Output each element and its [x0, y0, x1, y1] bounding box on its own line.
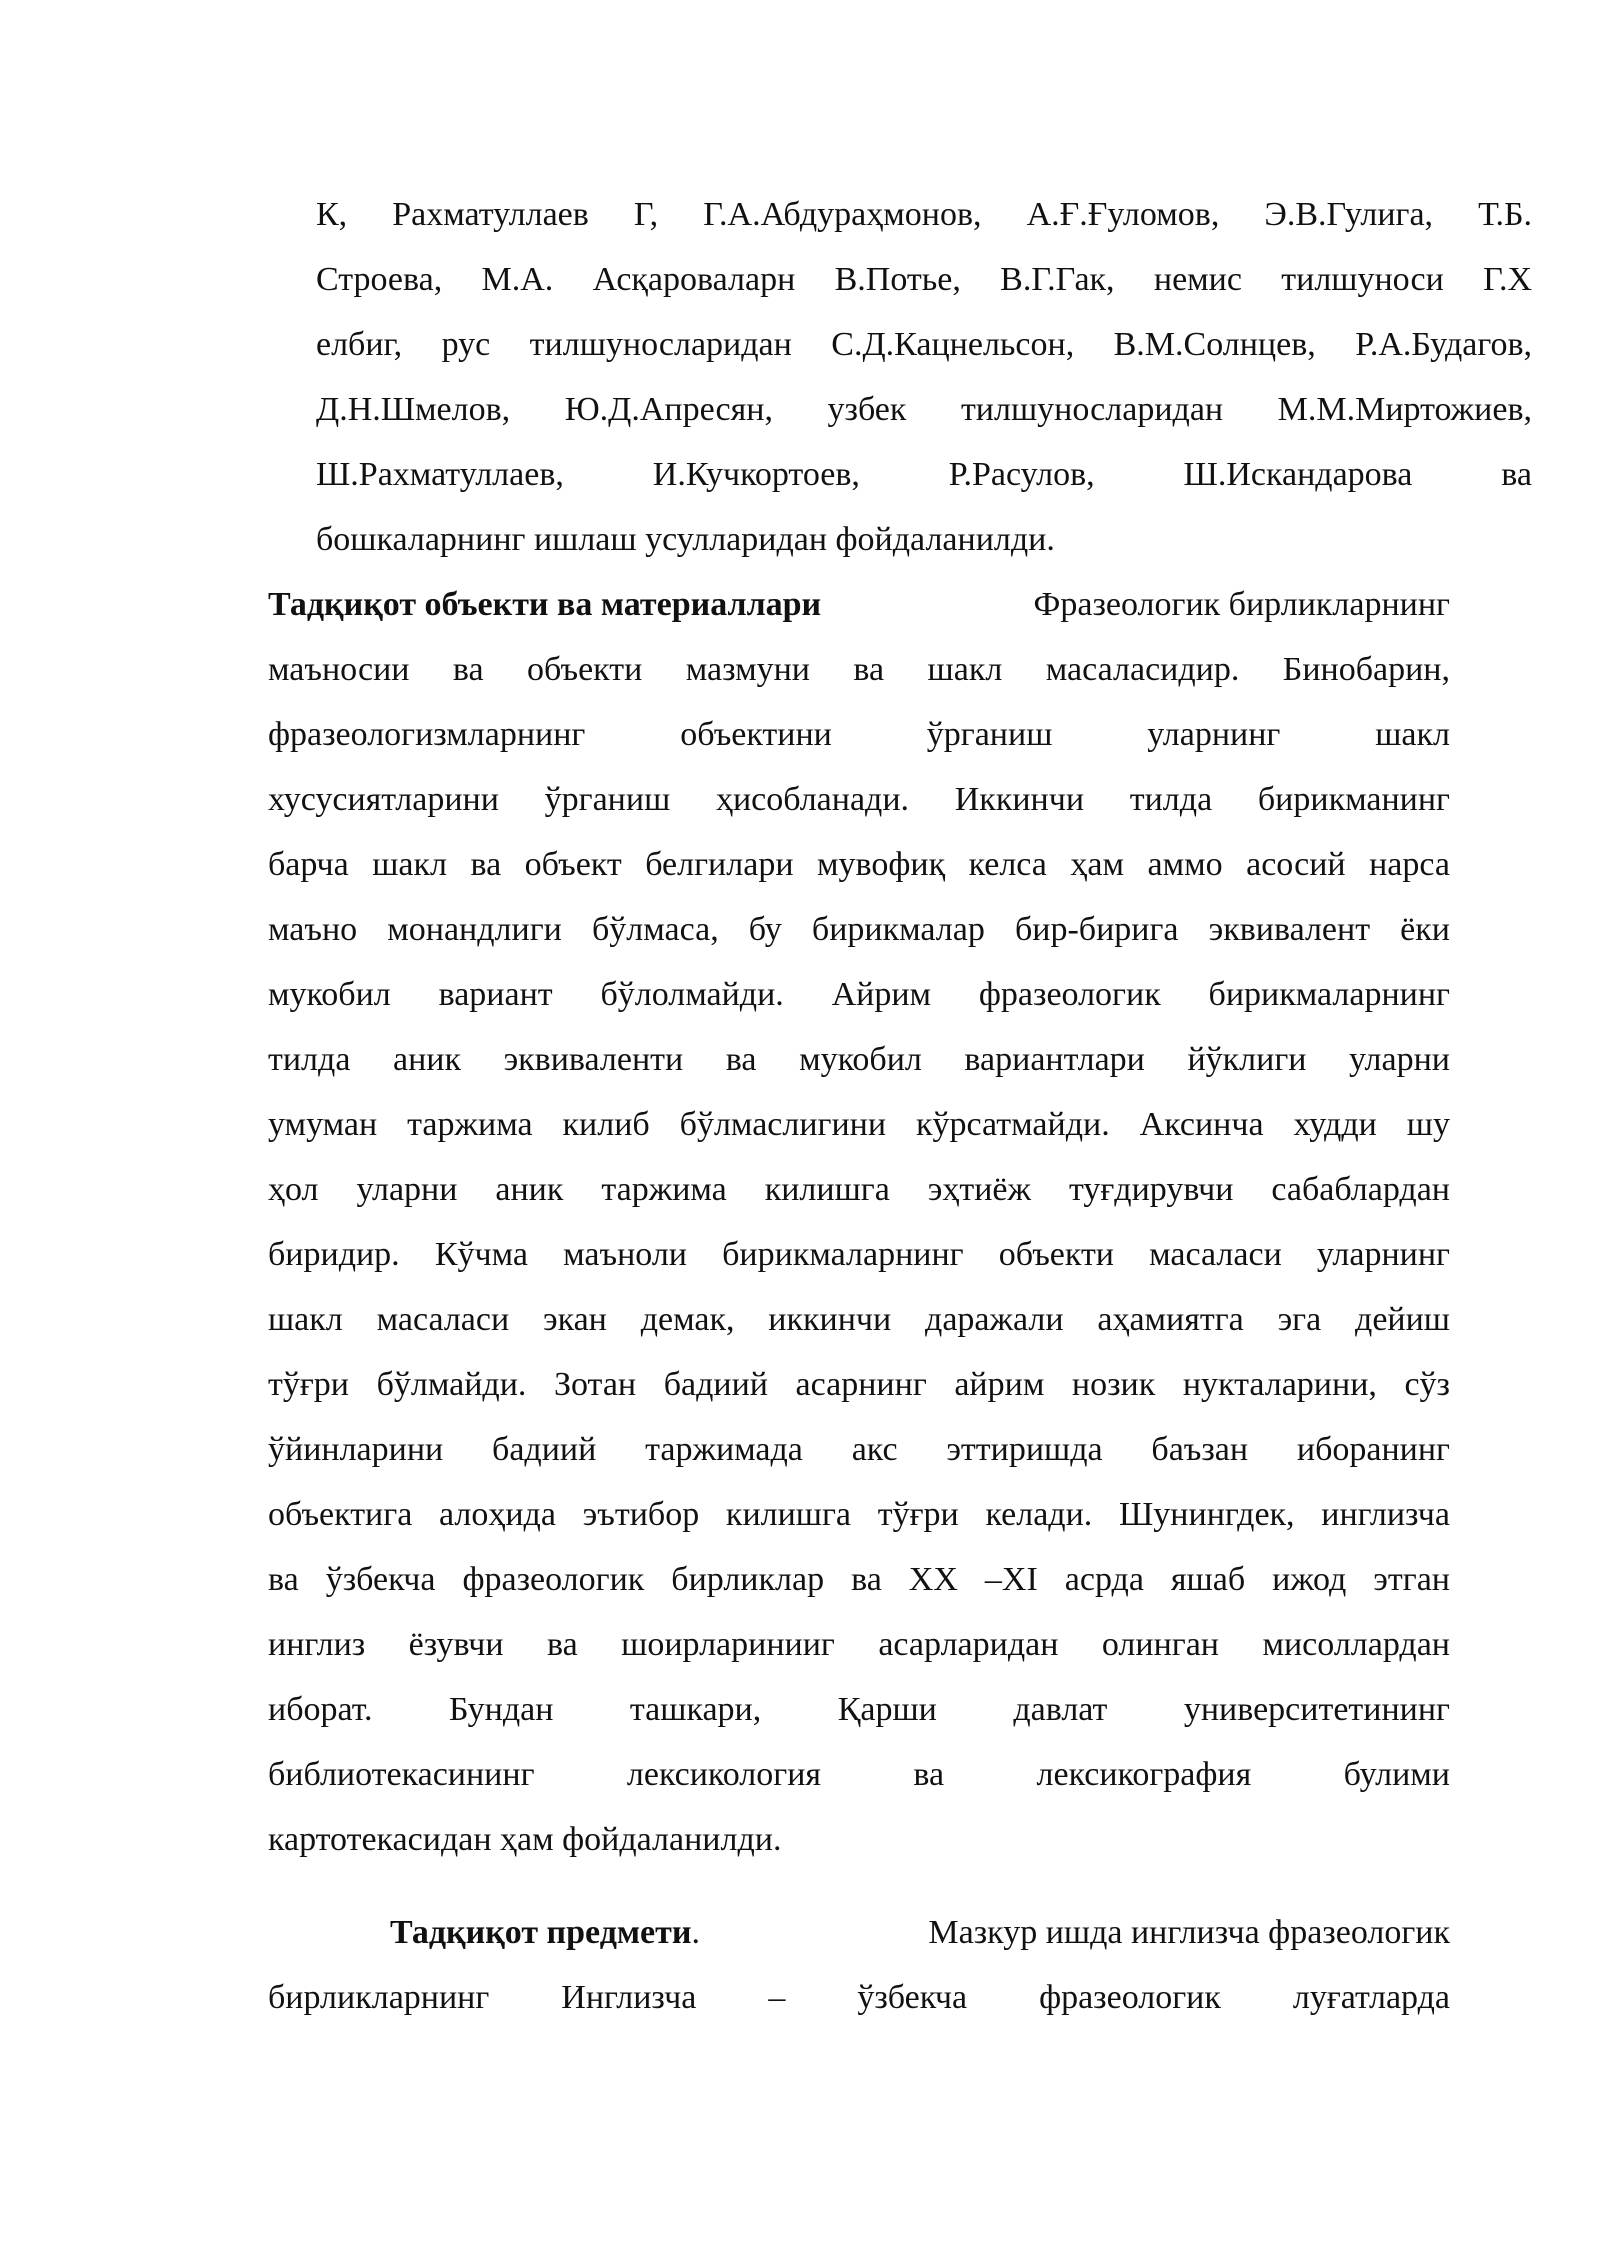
paragraph-line: объектига алоҳида эътибор килишга тўғри келади. Шунингдек, инглизча — [268, 1496, 1450, 1533]
heading-line-text: Фразеологик бирликларнинг — [1033, 586, 1450, 623]
paragraph-line: бирликларнинг Инглизча – ўзбекча фразеологик луғатларда — [268, 1979, 1450, 2016]
paragraph-line: Строева, М.А. Асқароваларн В.Потье, В.Г.Гак, немис тилшуноси Г.Х — [316, 261, 1532, 298]
section-first-line — [390, 1900, 1450, 1966]
section-first-line — [268, 572, 1450, 638]
paragraph-line: маъносии ва объекти мазмуни ва шакл масаласидир. Бинобарин, — [268, 651, 1450, 688]
paragraph-line: фразеологизмларнинг объектини ўрганиш уларнинг шакл — [268, 716, 1450, 753]
paragraph-line: мукобил вариант бўлолмайди. Айрим фразеологик бирикмаларнинг — [268, 976, 1450, 1013]
paragraph-line: ҳол уларни аник таржима килишга эҳтиёж туғдирувчи сабаблардан — [268, 1171, 1450, 1208]
paragraph-line: шакл масаласи экан демак, иккинчи даражали аҳамиятга эга дейиш — [268, 1301, 1450, 1338]
paragraph-line: К, Рахматуллаев Г, Г.А.Абдураҳмонов, А.Ғ.Ғуломов, Э.В.Гулига, Т.Б. — [316, 196, 1532, 233]
paragraph-line: Д.Н.Шмелов, Ю.Д.Апресян, узбек тилшуносларидан М.М.Миртожиев, — [316, 391, 1532, 428]
heading-line-text: Мазкур ишда инглизча фразеологик — [928, 1914, 1450, 1951]
paragraph-line: ўйинларини бадиий таржимада акс эттиришда баъзан иборанинг — [268, 1431, 1450, 1468]
paragraph-line: библиотекасининг лексикология ва лексикография булими — [268, 1756, 1450, 1793]
section-heading: Тадқиқот предмети — [390, 1914, 692, 1951]
paragraph-line: биридир. Кўчма маъноли бирикмаларнинг объекти масаласи уларнинг — [268, 1236, 1450, 1273]
paragraph-line: иборат. Бундан ташкари, Қарши давлат университетининг — [268, 1691, 1450, 1728]
paragraph-line: барча шакл ва объект белгилари мувофиқ келса ҳам аммо асосий нарса — [268, 846, 1450, 883]
section-heading: Тадқиқот объекти ва материаллари — [268, 586, 822, 623]
paragraph-line: умуман таржима килиб бўлмаслигини кўрсатмайди. Аксинча худди шу — [268, 1106, 1450, 1143]
paragraph-line: бошкаларнинг ишлаш усулларидан фойдаланилди. — [316, 521, 1055, 558]
paragraph-line: тўғри бўлмайди. Зотан бадиий асарнинг айрим нозик нукталарини, сўз — [268, 1366, 1450, 1403]
paragraph-line: ва ўзбекча фразеологик бирликлар ва XX –XI асрда яшаб ижод этган — [268, 1561, 1450, 1598]
paragraph-line: маъно монандлиги бўлмаса, бу бирикмалар бир-бирига эквивалент ёки — [268, 911, 1450, 948]
paragraph-line: тилда аник эквиваленти ва мукобил вариантлари йўклиги уларни — [268, 1041, 1450, 1078]
section-heading-wrap — [390, 1900, 700, 1966]
paragraph-line: инглиз ёзувчи ва шоирларинииг асарларидан олинган мисоллардан — [268, 1626, 1450, 1663]
paragraph-line: елбиг, рус тилшуносларидан С.Д.Кацнельсон, В.М.Солнцев, Р.А.Будагов, — [316, 326, 1532, 363]
paragraph-line: картотекасидан ҳам фойдаланилди. — [268, 1821, 782, 1858]
paragraph-line: Ш.Рахматуллаев, И.Кучкортоев, Р.Расулов, Ш.Искандарова ва — [316, 456, 1532, 493]
heading-punctuation: . — [691, 1914, 700, 1951]
paragraph-line: хусусиятларини ўрганиш ҳисобланади. Иккинчи тилда бирикманинг — [268, 781, 1450, 818]
